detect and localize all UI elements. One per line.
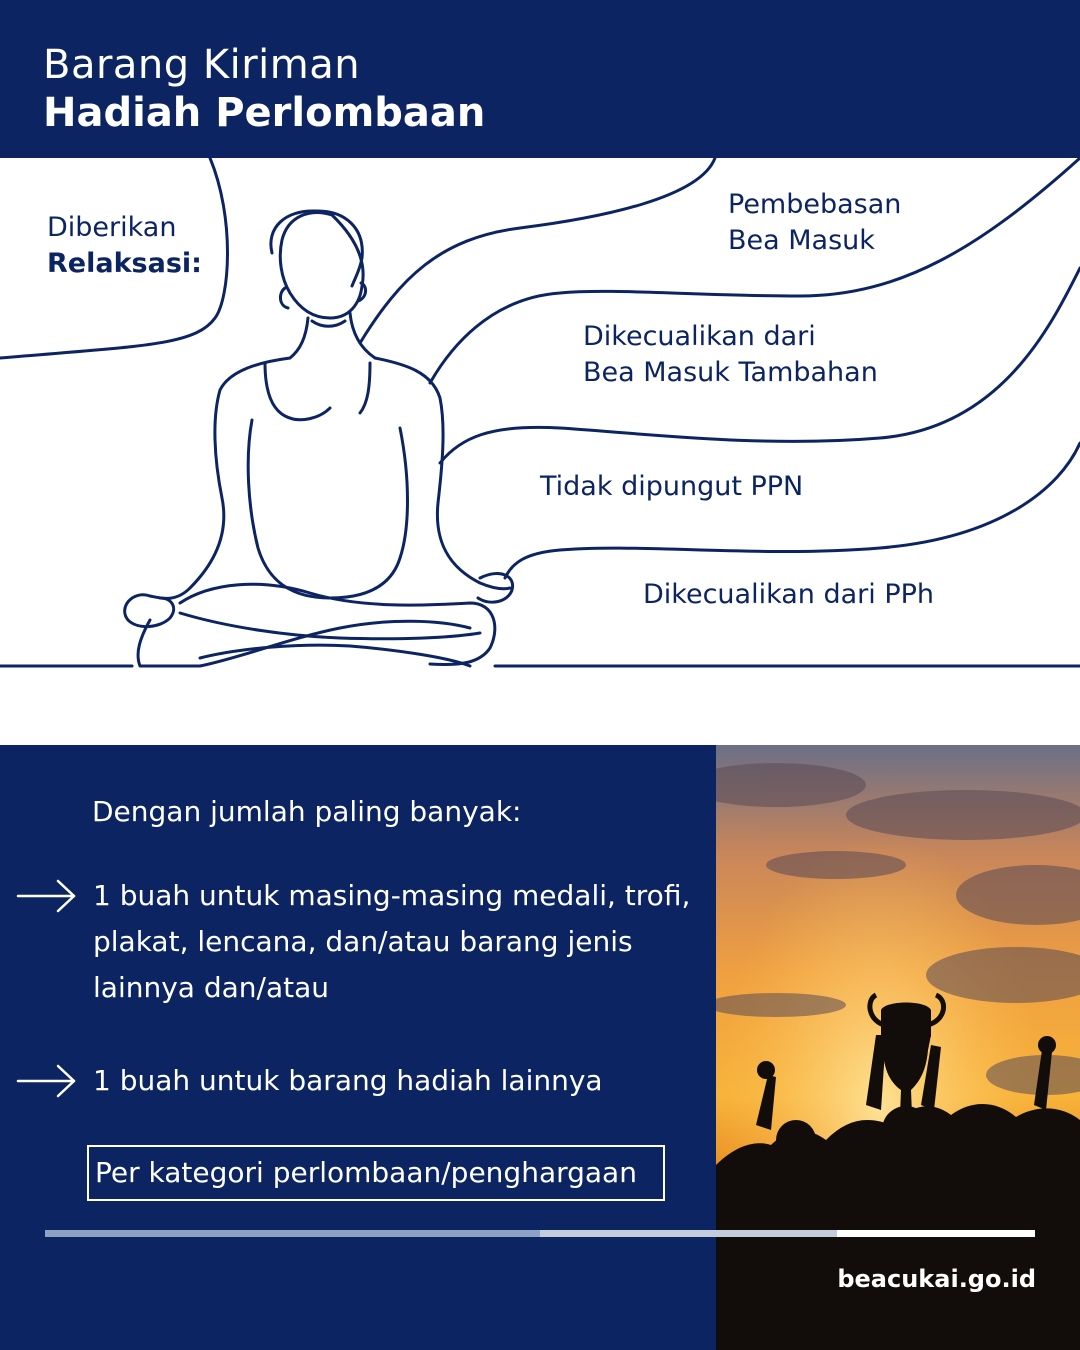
title-line-1: Barang Kiriman (43, 42, 361, 88)
progress-segment-2 (540, 1230, 837, 1237)
relaxation-item-2-line-2: Bea Masuk Tambahan (583, 357, 878, 388)
progress-segment-1 (45, 1230, 540, 1237)
category-note: Per kategori perlombaan/penghargaan (95, 1156, 637, 1189)
bullet-1-line-1: 1 buah untuk masing-masing medali, trofi, (93, 879, 691, 912)
relaxation-item-1-line-1: Pembebasan (728, 189, 902, 220)
relaxation-item-3: Tidak dipungut PPN (540, 471, 804, 502)
bullet-2-line-1: 1 buah untuk barang hadiah lainnya (93, 1064, 603, 1097)
relaxation-item-4: Dikecualikan dari PPh (643, 579, 935, 610)
bullet-1-line-2: plakat, lencana, dan/atau barang jenis (93, 925, 633, 958)
header-banner (0, 0, 1080, 158)
trophy-celebration-icon (716, 745, 1080, 1350)
title-line-2: Hadiah Perlombaan (43, 90, 486, 136)
relaxation-section (0, 158, 1080, 745)
relaxation-intro: Diberikan (47, 212, 177, 243)
website-url[interactable]: beacukai.go.id (837, 1265, 1036, 1293)
arrow-right-icon (16, 1063, 78, 1099)
relaxation-item-1-line-2: Bea Masuk (728, 225, 875, 256)
relaxation-intro-bold: Relaksasi: (47, 248, 202, 279)
arrow-right-icon (16, 878, 78, 914)
relaxation-item-2-line-1: Dikecualikan dari (583, 321, 816, 352)
quantity-heading: Dengan jumlah paling banyak: (92, 795, 522, 828)
bullet-1-line-3: lainnya dan/atau (93, 971, 329, 1004)
progress-segment-3 (837, 1230, 1035, 1237)
category-note-box (87, 1145, 665, 1201)
trophy-photo (716, 745, 1080, 1350)
